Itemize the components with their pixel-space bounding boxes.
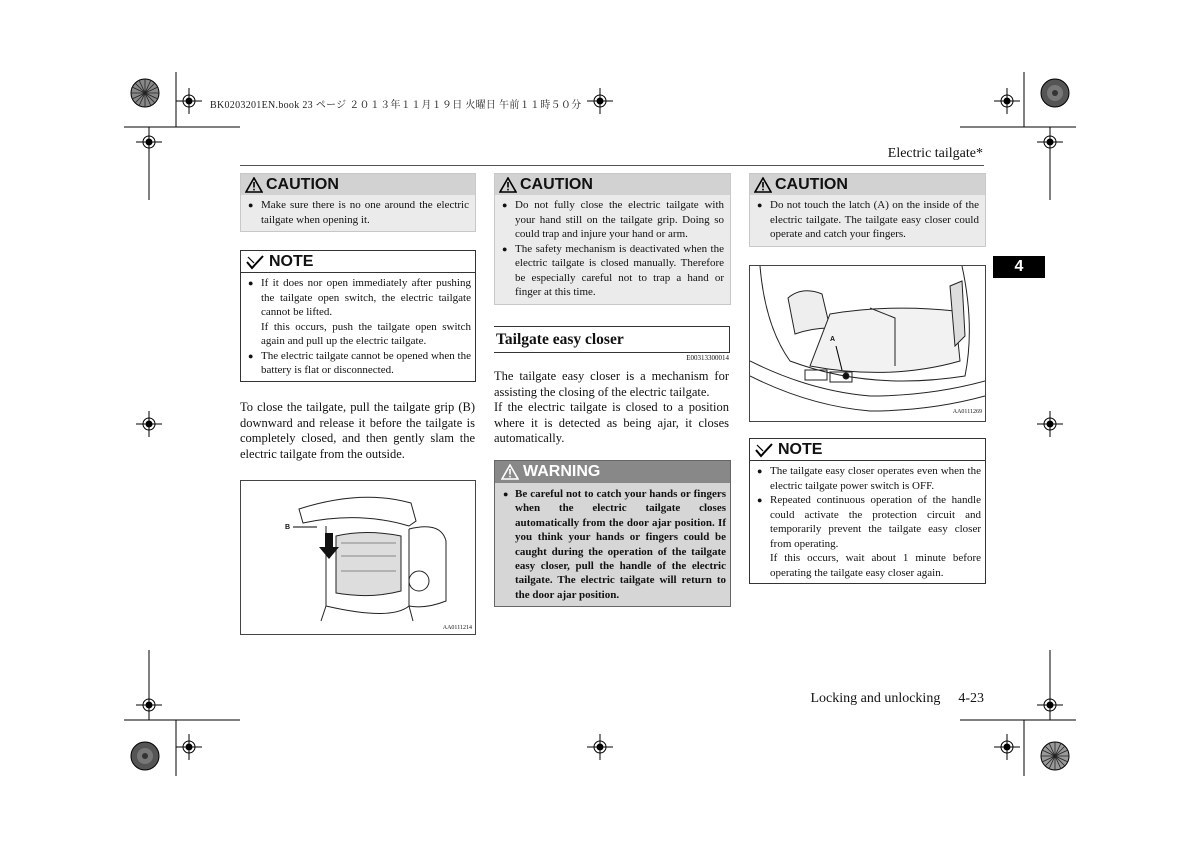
registration-mark [176,88,202,114]
registration-mark [136,129,162,155]
caution-heading [750,174,985,195]
note-box-col3 [749,438,986,584]
color-target-mark [129,740,161,772]
registration-mark [1037,692,1063,718]
caution-heading [241,174,475,195]
caution-heading [495,174,730,195]
note-box-col1 [240,250,476,382]
warning-triangle-icon [501,464,519,480]
note-item-text: The tailgate easy closer operates even when the electric tailgate power switch is OFF. [770,465,981,492]
closing-instruction-paragraph: To close the tailgate, pull the tailgate grip (B) downward and release it before the tailgate is completely closed, and then gently slam the electric tailgate from the outside. [240,400,475,461]
figure-label-b: B [285,524,291,531]
figure-latch-location [749,265,986,422]
warning-triangle-icon [499,177,517,193]
note-item [756,493,981,580]
registration-mark [1037,411,1063,437]
easy-closer-paragraph-1: The tailgate easy closer is a mechanism for assisting the closing of the electric tailgate. [494,369,729,399]
caution-box-col2 [494,173,731,305]
section-code: E00313300014 [686,354,729,362]
caution-item: ● Do not touch the latch (A) on the inside of the electric tailgate. The tailgate easy closer could operate and catch your fingers. [756,198,979,242]
registration-mark [136,692,162,718]
caution-heading-label: CAUTION [775,175,848,193]
note-item [756,464,981,493]
caution-item: ● The safety mechanism is deactivated when the electric tailgate is closed manually. Therefore be especially careful not to trap a hand or finger at this time. [501,242,724,300]
note-item-continuation: If this occurs, wait about 1 minute before operating the tailgate easy closer again. [770,552,981,579]
color-target-mark [1039,77,1071,109]
color-target-mark [1039,740,1071,772]
warning-box [494,460,731,607]
section-title: Tailgate easy closer [494,326,730,353]
figure-code: AA0111214 [442,625,472,631]
cargo-area-latch-illustration [750,266,985,421]
registration-mark [587,88,613,114]
caution-item: ● Make sure there is no one around the electric tailgate when opening it. [247,198,469,227]
warning-triangle-icon [754,177,772,193]
registration-mark [176,734,202,760]
caution-item: ● Do not fully close the electric tailgate with your hand still on the tailgate grip. Doing so could trap and injure your hand or arm. [501,198,724,242]
figure-code: AA0111269 [952,409,982,415]
note-heading [750,439,985,461]
easy-closer-paragraph-2: If the electric tailgate is closed to a position where it is detected as being ajar, it closes automatically. [494,400,729,445]
tailgate-closing-illustration [241,481,475,634]
print-info-line: BK0203201EN.book 23 ページ ２０１３年１１月１９日 火曜日 午前１１時５０分 [210,100,582,111]
registration-mark [1037,129,1063,155]
page-header-title: Electric tailgate* [887,146,983,161]
note-heading [241,251,475,273]
warning-triangle-icon [245,177,263,193]
header-rule [240,165,984,166]
warning-item: ● Be careful not to catch your hands or fingers when the electric tailgate closes automatically from the door ajar position. If you think your hands or fingers could be caught during the operation of the tailgate easy closer, pull the handle of the electric tailgate. The electric tailgate will return to the door ajar position. [503,487,726,602]
note-item-text: The electric tailgate cannot be opened when the battery is flat or disconnected. [261,349,471,376]
warning-heading-label: WARNING [523,463,601,480]
registration-mark [136,411,162,437]
note-check-icon [754,442,774,458]
footer-page-number: 4-23 [958,691,984,706]
caution-heading-label: CAUTION [520,175,593,193]
figure-label-a: A [830,336,836,343]
warning-heading [495,461,730,483]
caution-box-col1 [240,173,476,232]
color-target-mark [129,77,161,109]
registration-mark [994,734,1020,760]
note-item-text: Repeated continuous operation of the handle could activate the protection circuit and temporarily prevent the tailgate easy closer from operating. [770,494,981,550]
note-item [247,349,471,378]
caution-box-col3 [749,173,986,247]
footer-section-name: Locking and unlocking [810,691,941,706]
registration-mark [587,734,613,760]
note-heading-label: NOTE [269,252,314,270]
figure-tailgate-closing [240,480,476,635]
chapter-tab: 4 [993,256,1045,278]
note-heading-label: NOTE [778,440,823,458]
note-item [247,276,471,349]
note-item-text: If it does nor open immediately after pushing the tailgate open switch, the electric tailgate cannot be lifted. [261,277,471,318]
registration-mark [994,88,1020,114]
easy-closer-paragraph [494,369,729,447]
note-item-continuation: If this occurs, push the tailgate open switch again and pull up the electric tailgate. [261,320,471,347]
note-check-icon [245,254,265,270]
page-footer [810,691,984,707]
caution-heading-label: CAUTION [266,175,339,193]
